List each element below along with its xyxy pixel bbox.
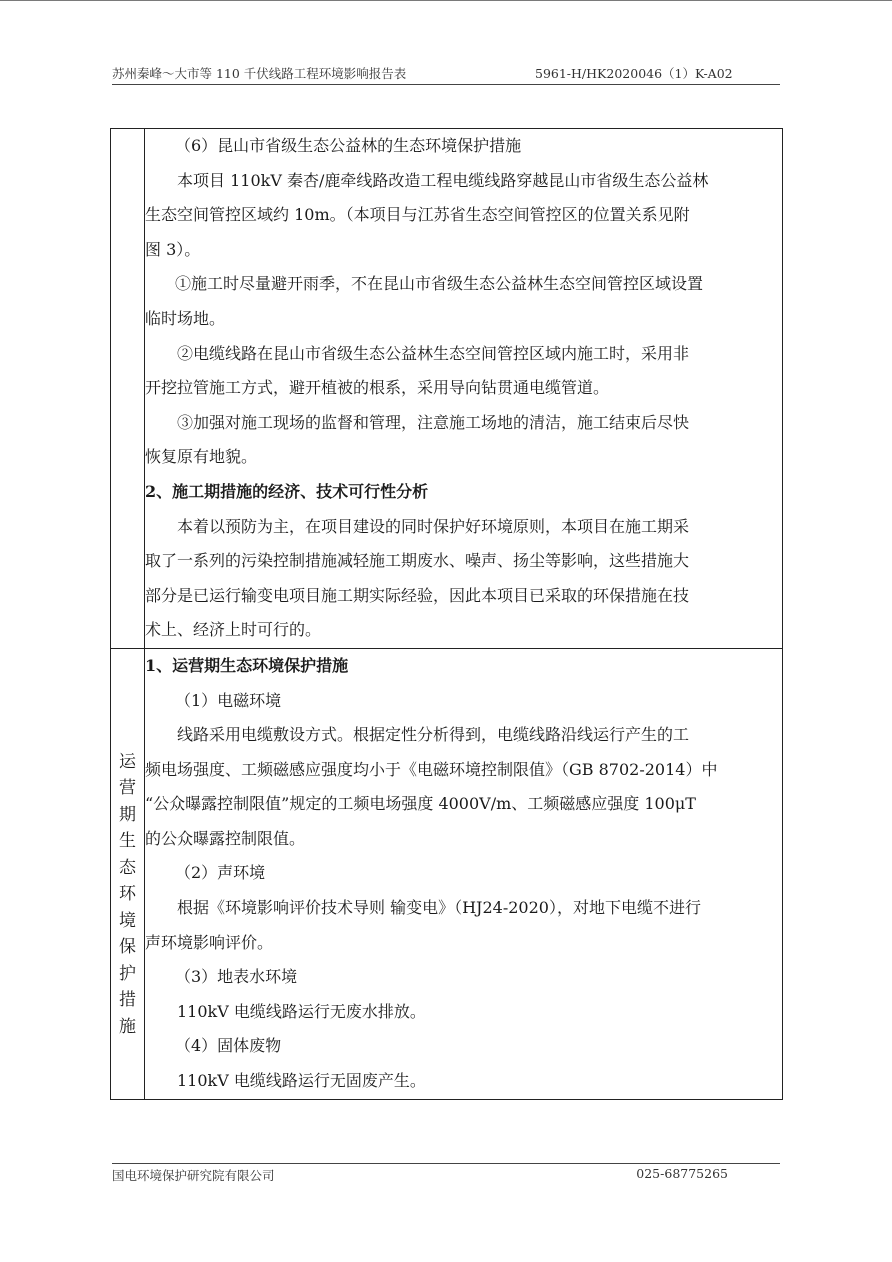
subheading-forest: （6）昆山市省级生态公益林的生态环境保护措施: [175, 136, 522, 155]
heading-feasibility: 2、施工期措施的经济、技术可行性分析: [145, 481, 429, 501]
page-footer: [112, 1166, 780, 1184]
side-label-char: 态: [119, 857, 136, 878]
paragraph-line: 的公众曝露控制限值。: [145, 828, 306, 848]
footer-organization: 国电环境保护研究院有限公司: [112, 1168, 275, 1183]
side-label-char: 护: [119, 963, 136, 984]
paragraph-line: 根据《环境影响评价技术导则 输变电》（HJ24-2020），对地下电缆不进行: [177, 898, 701, 918]
side-label-char: 生: [119, 831, 136, 852]
paragraph-line: 本着以预防为主，在项目建设的同时保护好环境原则，本项目在施工期采: [177, 516, 690, 536]
paragraph-line: 本项目 110kV 秦杏/鹿牵线路改造工程电缆线路穿越昆山市省级生态公益林: [177, 170, 709, 190]
paragraph-line: ②电缆线路在昆山市省级生态公益林生态空间管控区域内施工时，采用非: [177, 343, 690, 363]
subheading-electromagnetic: （1）电磁环境: [175, 690, 282, 710]
paragraph-line: 术上、经济上时可行的。: [145, 620, 322, 640]
footer-rule: [112, 1163, 780, 1164]
paragraph-line: “公众曝露控制限值”规定的工频电场强度 4000V/m、工频磁感应强度 100μT: [145, 794, 696, 814]
paragraph-line: 110kV 电缆线路运行无废水排放。: [177, 1001, 426, 1021]
side-label-char: 运: [119, 751, 136, 772]
side-label-char: 环: [119, 884, 136, 905]
paragraph-line: 部分是已运行输变电项目施工期实际经验，因此本项目已采取的环保措施在技: [145, 585, 690, 605]
paragraph-line: 开挖拉管施工方式，避开植被的根系，采用导向钻贯通电缆管道。: [145, 378, 610, 398]
subheading-acoustic: （2）声环境: [175, 863, 266, 883]
paragraph-line: ③加强对施工现场的监督和管理，注意施工场地的清洁，施工结束后尽快: [177, 412, 690, 432]
table-row-construction: [111, 129, 783, 649]
page-header: [112, 64, 780, 84]
paragraph-line: ①施工时尽量避开雨季，不在昆山市省级生态公益林生态空间管控区域设置: [175, 274, 704, 294]
paragraph-line: 临时场地。: [145, 308, 226, 328]
operation-measures-cell: [145, 648, 783, 1099]
paragraph-line: 恢复原有地貌。: [145, 447, 258, 467]
measures-table: [110, 128, 783, 1100]
paragraph-line: 取了一系列的污染控制措施减轻施工期废水、噪声、扬尘等影响，这些措施大: [145, 551, 690, 571]
footer-phone: 025-68775265: [636, 1166, 728, 1181]
paragraph-line: 声环境影响评价。: [145, 932, 274, 952]
construction-measures-cell: [145, 129, 783, 649]
side-label-operation: [111, 649, 144, 1041]
paragraph-line: 线路采用电缆敷设方式。根据定性分析得到，电缆线路沿线运行产生的工: [177, 725, 690, 745]
side-label-char: 施: [119, 1016, 136, 1037]
paragraph-line: 图 3）。: [145, 239, 201, 259]
header-title: 苏州秦峰～大市等 110 千伏线路工程环境影响报告表: [112, 66, 407, 81]
side-label-char: 境: [119, 910, 136, 931]
side-label-char: 保: [119, 937, 136, 958]
side-label-char: 期: [119, 804, 136, 825]
paragraph-line: 频电场强度、工频磁感应强度均小于《电磁环境控制限值》（GB 8702-2014）中: [145, 759, 718, 779]
side-label-char: 营: [119, 778, 136, 799]
side-cell-empty: [111, 129, 145, 649]
paragraph-line: 生态空间管控区域约 10m。（本项目与江苏省生态空间管控区的位置关系见附: [145, 205, 690, 225]
page-top-border: [0, 0, 892, 1]
header-doc-number: 5961-H/HK2020046（1）K-A02: [535, 66, 733, 81]
paragraph-line: 110kV 电缆线路运行无固废产生。: [177, 1071, 426, 1091]
side-label-cell: [111, 648, 145, 1099]
heading-operation: 1、运营期生态环境保护措施: [145, 655, 349, 675]
subheading-surface-water: （3）地表水环境: [175, 967, 298, 987]
table-row-operation: [111, 648, 783, 1099]
header-rule: [112, 84, 780, 85]
subheading-solid-waste: （4）固体废物: [175, 1036, 282, 1056]
side-label-char: 措: [119, 990, 136, 1011]
